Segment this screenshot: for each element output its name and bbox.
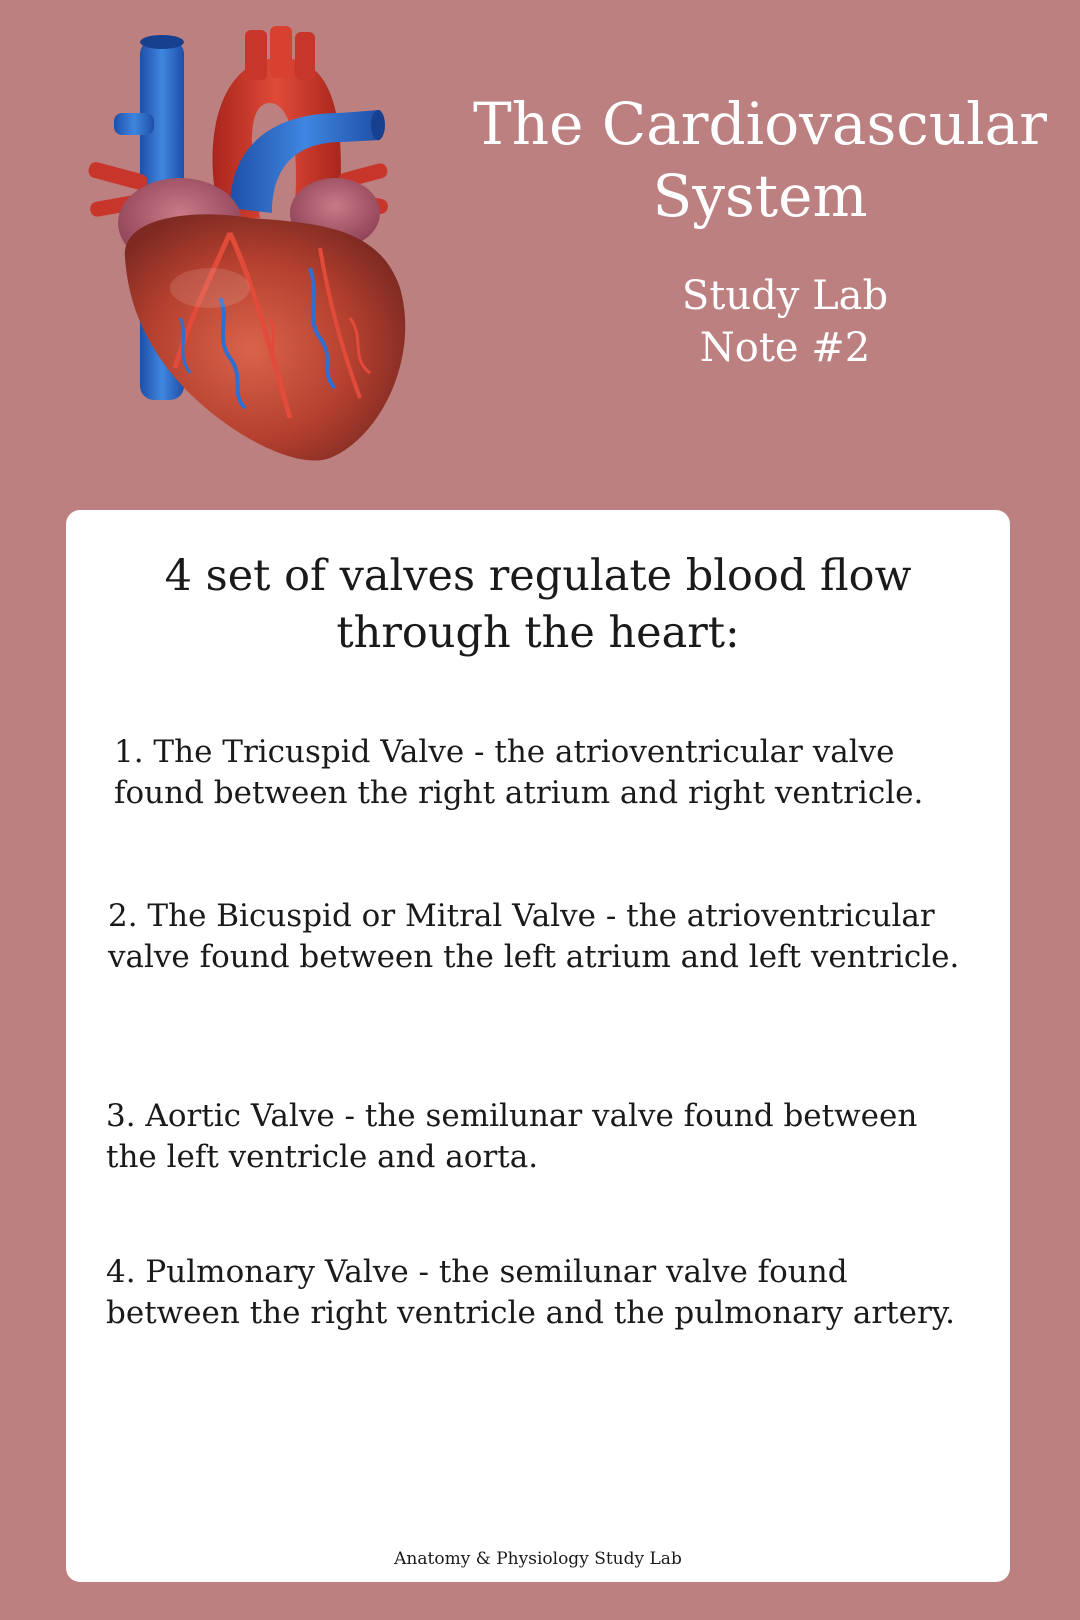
content-card: [66, 510, 1010, 1582]
valve-item-mitral: 2. The Bicuspid or Mitral Valve - the atrioventricular valve found between the left atrium and left ventricle.: [108, 898, 960, 975]
valve-item-aortic: 3. Aortic Valve - the semilunar valve found between the left ventricle and aorta.: [106, 1098, 918, 1175]
footer-credit: Anatomy & Physiology Study Lab: [394, 1549, 682, 1569]
valve-item-tricuspid: 1. The Tricuspid Valve - the atrioventricular valve found between the right atrium and right ventricle.: [114, 734, 924, 811]
subtitle-line-study-lab: Study Lab: [681, 273, 889, 319]
valve-item-pulmonary: 4. Pulmonary Valve - the semilunar valve found between the right ventricle and the pulmonary artery.: [106, 1254, 956, 1331]
page-title: The Cardiovascular System: [473, 90, 1047, 230]
card-heading: 4 set of valves regulate blood flow through the heart:: [164, 551, 912, 658]
heart-anatomy-icon: [80, 18, 430, 468]
subtitle: [590, 270, 980, 374]
heart-illustration: [80, 18, 430, 468]
subtitle-line-note-number: Note #2: [699, 325, 871, 371]
